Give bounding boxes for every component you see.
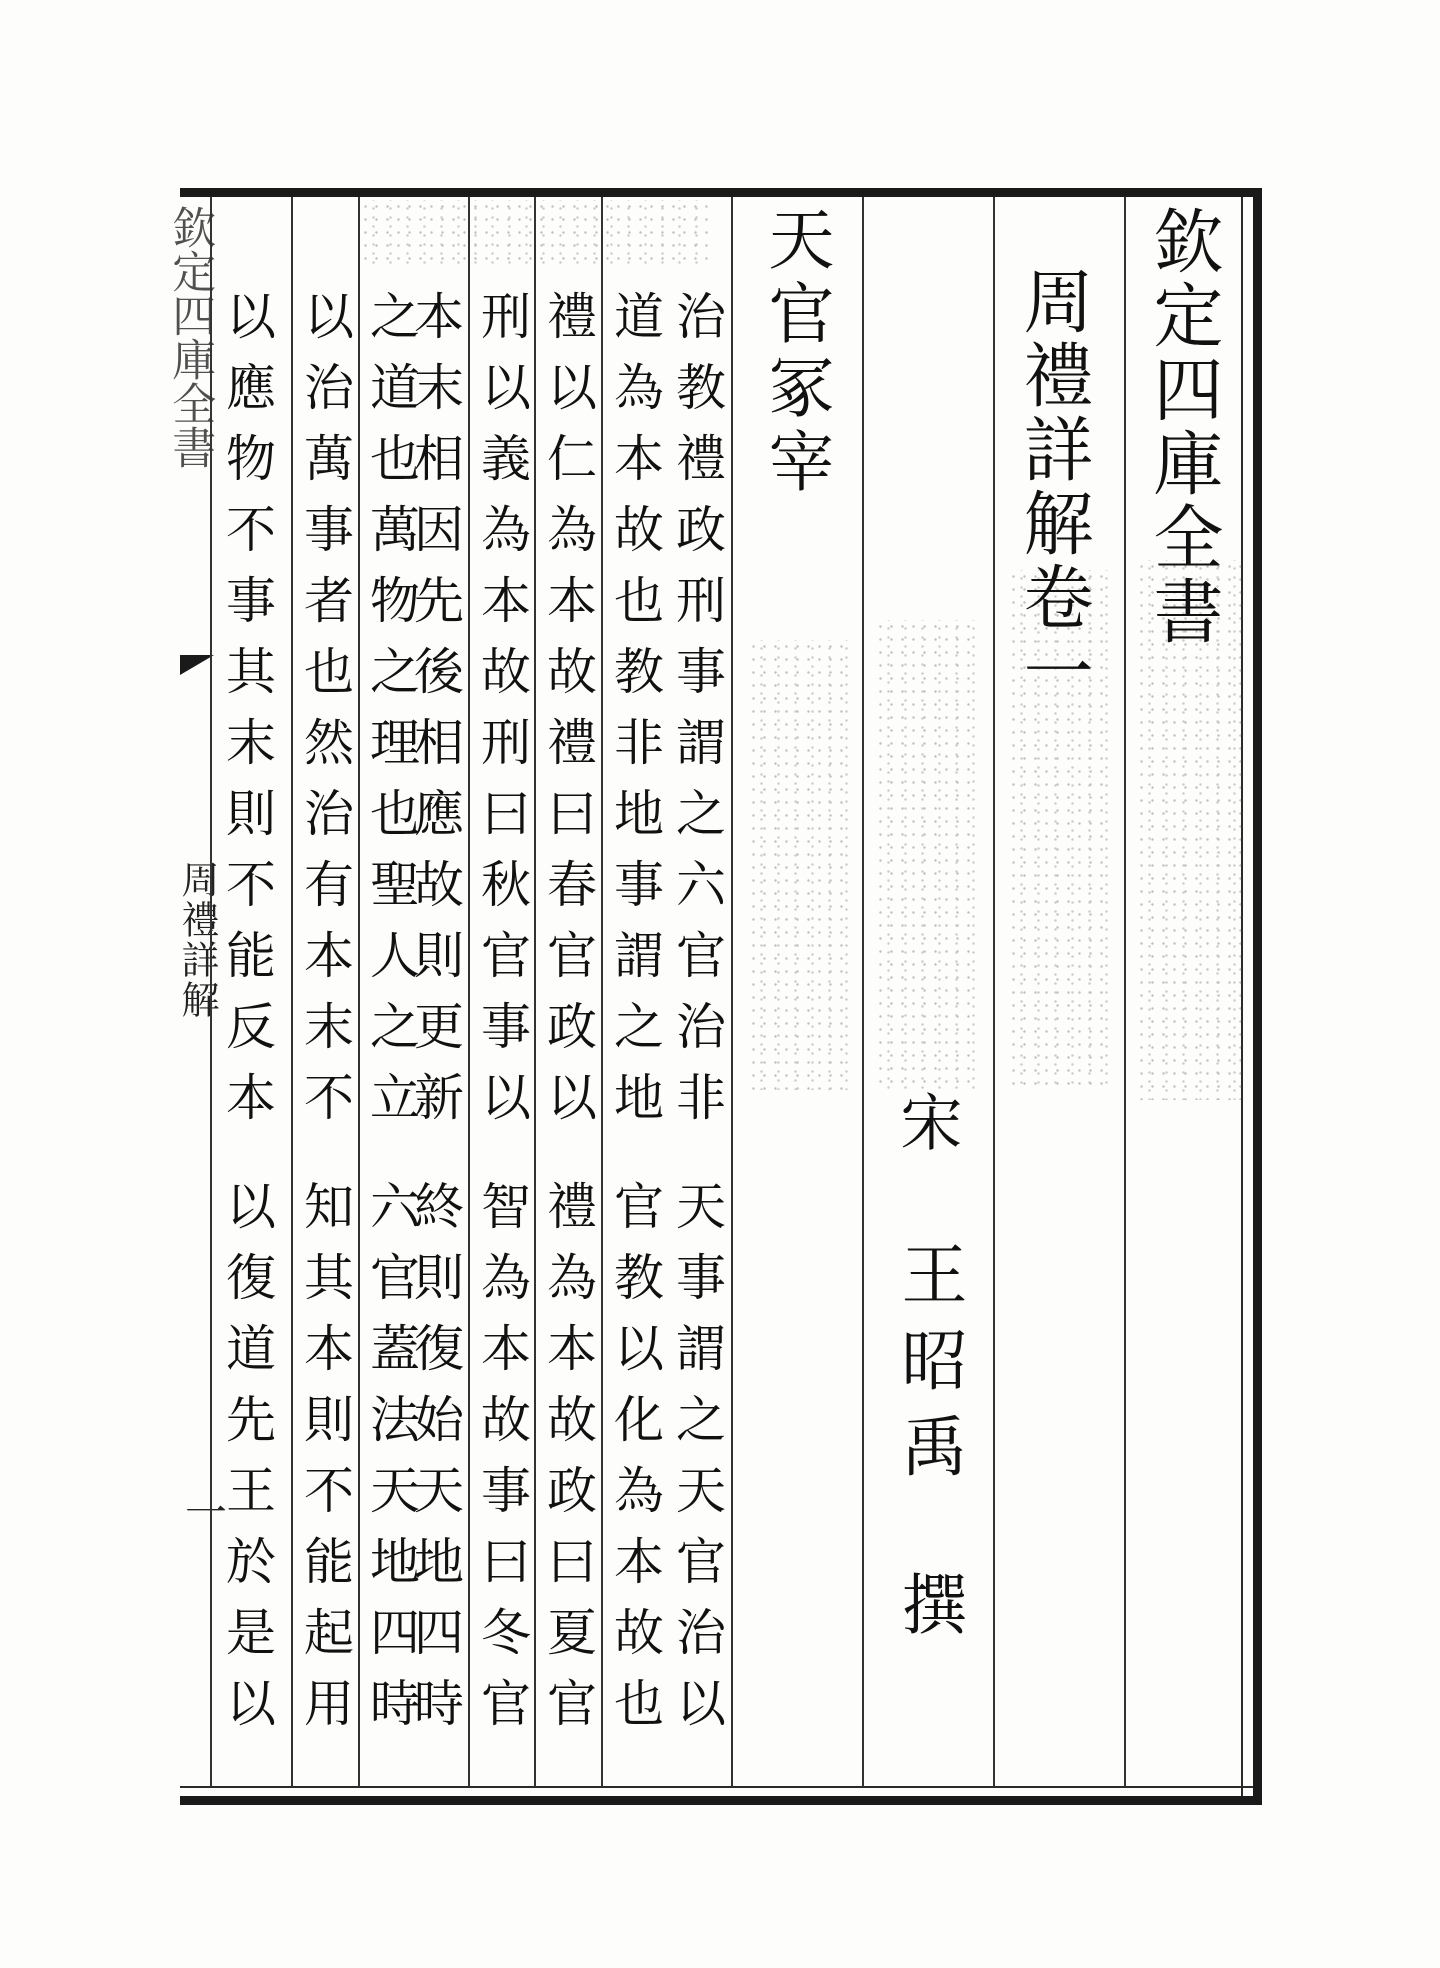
column-rule	[291, 197, 293, 1787]
column-rule	[468, 197, 470, 1787]
column-rule	[534, 197, 536, 1787]
text-column-6-lower: 六官蓋法天地四時	[362, 1180, 420, 1748]
column-rule	[731, 197, 733, 1787]
column-rule	[1124, 197, 1126, 1787]
text-column-8-lower: 以復道先王於是以	[218, 1180, 276, 1748]
column-rule	[210, 197, 212, 1787]
author-role: 撰	[890, 1570, 967, 1636]
fore-edge-title: 周禮詳解	[175, 860, 219, 1020]
print-noise	[875, 620, 975, 1090]
text-column-2-lower: 官教以化為本故也	[606, 1180, 664, 1748]
author-dynasty: 宋	[890, 1090, 963, 1152]
text-column-1: 治教禮政刑事謂之六官治非	[668, 290, 726, 1142]
text-column-6: 之道也萬物之理也聖人之立	[362, 290, 420, 1142]
volume-title: 周禮詳解卷一	[1012, 265, 1094, 709]
text-column-4-lower: 智為本故事曰冬官	[473, 1180, 531, 1748]
fish-tail-mark	[180, 655, 214, 675]
fore-edge-top-text: 欽定四庫全書	[164, 205, 216, 469]
print-noise	[748, 640, 848, 1090]
text-column-3: 禮以仁為本故禮曰春官政以	[539, 290, 597, 1142]
section-title: 天官冢宰	[757, 205, 834, 501]
text-column-2: 道為本故也教非地事謂之地	[606, 290, 664, 1142]
text-column-4: 刑以義為本故刑曰秋官事以	[473, 290, 531, 1142]
text-column-7-lower: 知其本則不能起用	[296, 1180, 354, 1748]
print-noise	[360, 200, 710, 270]
page-number: 一	[179, 1490, 228, 1532]
collection-title: 欽定四庫全書	[1142, 205, 1224, 649]
text-column-3-lower: 禮為本故政曰夏官	[539, 1180, 597, 1748]
text-column-5-lower: 終則復始天地四時	[406, 1180, 464, 1748]
text-column-5: 本末相因先後相應故則更新	[406, 290, 464, 1142]
column-rule	[601, 197, 603, 1787]
text-column-1-lower: 天事謂之天官治以	[668, 1180, 726, 1748]
text-column-7: 以治萬事者也然治有本末不	[296, 290, 354, 1142]
column-rule	[993, 197, 995, 1787]
text-column-8: 以應物不事其末則不能反本	[218, 290, 276, 1142]
column-rule	[862, 197, 864, 1787]
column-rule	[358, 197, 360, 1787]
author-name: 王昭禹	[890, 1240, 967, 1498]
